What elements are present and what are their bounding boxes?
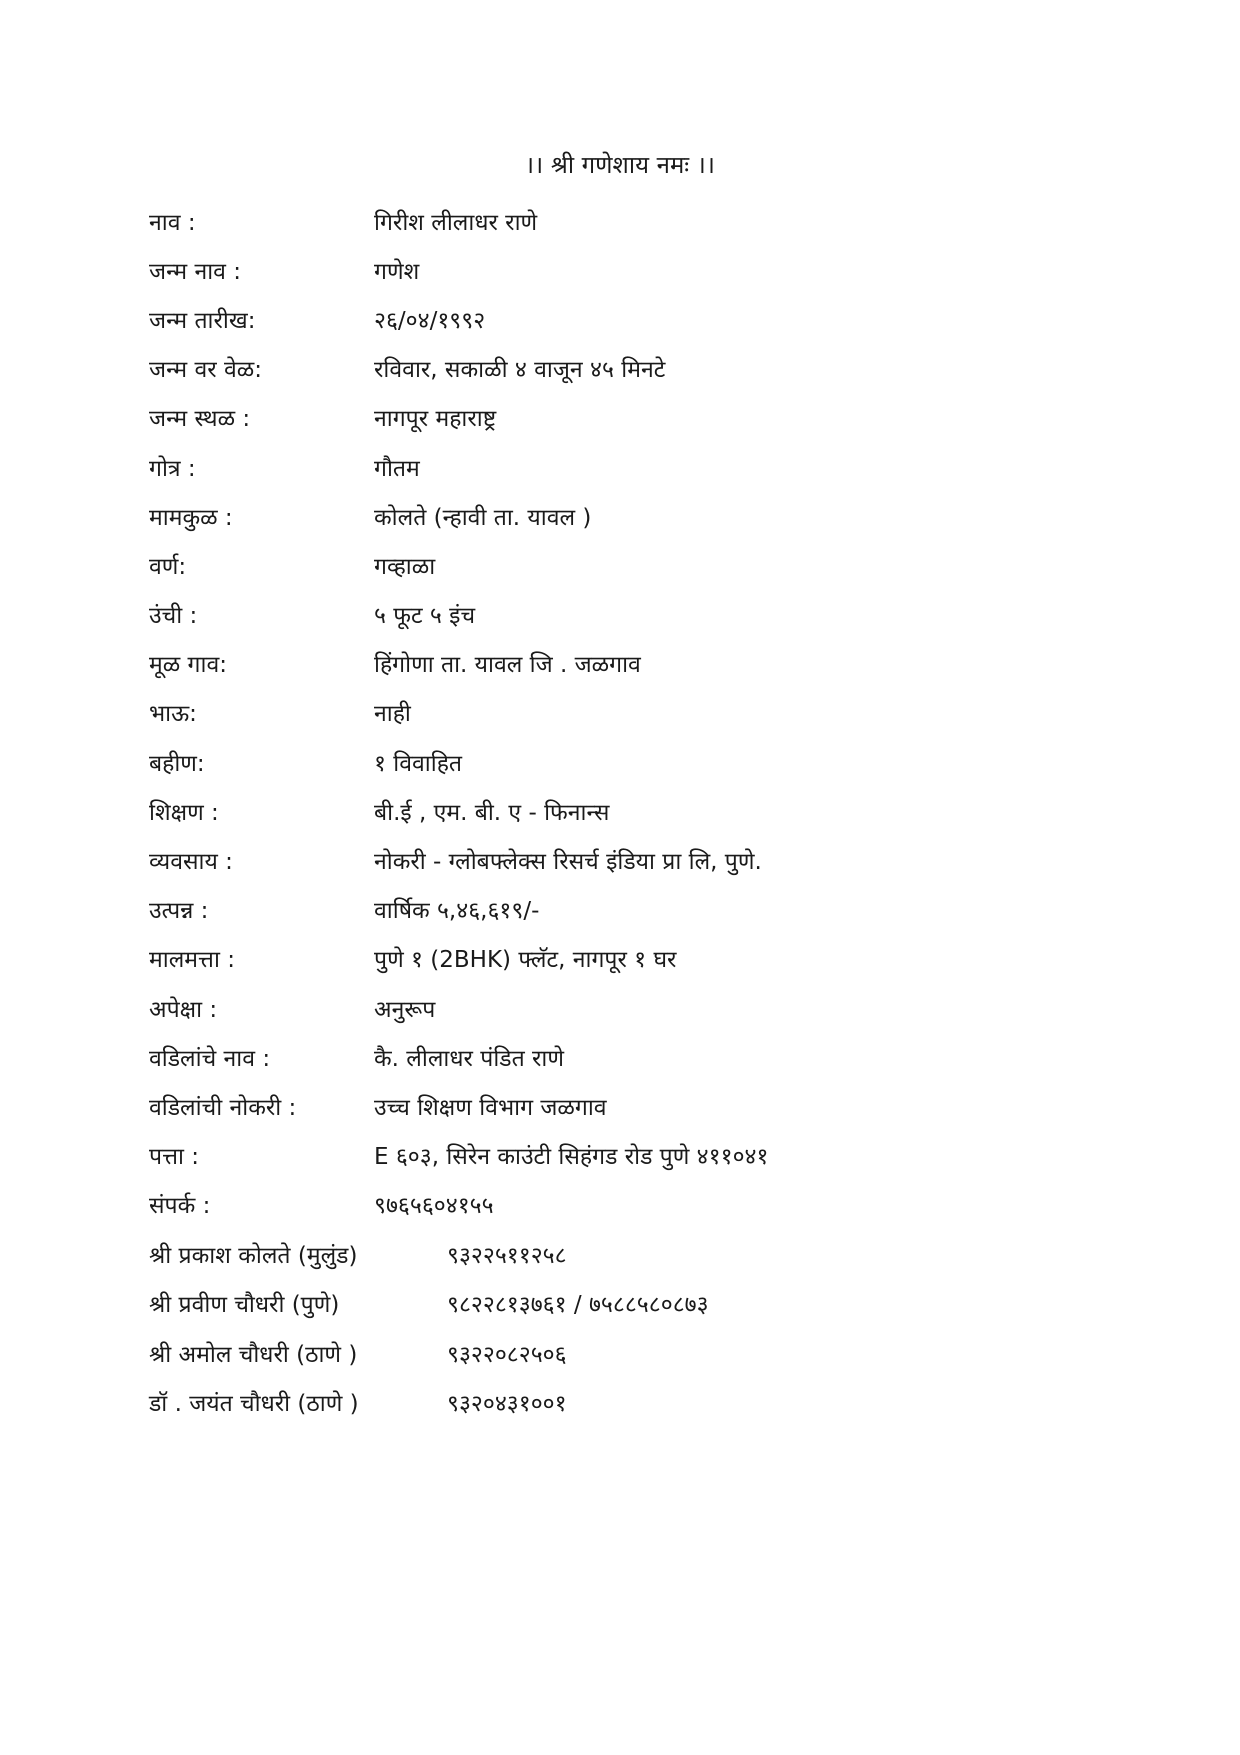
field-label: पत्ता : <box>149 1144 199 1171</box>
field-row <box>149 294 1149 343</box>
field-label: मामकुळ : <box>149 504 233 531</box>
field-value: कै. लीलाधर पंडित राणे <box>374 1045 564 1072</box>
field-value: बी.ई , एम. बी. ए - फिनान्स <box>374 799 610 826</box>
field-row <box>149 688 1149 737</box>
field-row <box>149 1180 1149 1229</box>
contact-phone: ९३२२५११२५८ <box>447 1242 567 1269</box>
field-value: वार्षिक ५,४६,६१९/- <box>374 898 540 925</box>
contact-phone: ९८२२८१३७६१ / ७५८८५८०८७३ <box>447 1292 709 1319</box>
field-label: जन्म वर वेळ: <box>149 357 262 384</box>
field-label: संपर्क : <box>149 1193 211 1220</box>
field-label: जन्म तारीख: <box>149 307 256 334</box>
contact-phone: ९३२२०८२५०६ <box>447 1341 567 1368</box>
contact-name: डॉ . जयंत चौधरी (ठाणे ) <box>149 1391 359 1418</box>
field-label: वर्ण: <box>149 553 187 580</box>
field-value: कोलते (न्हावी ता. यावल ) <box>374 504 592 531</box>
field-row <box>149 1081 1149 1130</box>
field-row <box>149 344 1149 393</box>
field-row <box>149 885 1149 934</box>
field-value: रविवार, सकाळी ४ वाजून ४५ मिनटे <box>374 357 666 384</box>
field-row <box>149 934 1149 983</box>
contact-row <box>149 1328 1149 1378</box>
field-value: अनुरूप <box>374 996 436 1023</box>
field-label: शिक्षण : <box>149 799 219 826</box>
field-row <box>149 1032 1149 1081</box>
field-value: नागपूर महाराष्ट्र <box>374 406 497 433</box>
field-label: नाव : <box>149 209 196 236</box>
field-value: ९७६५६०४१५५ <box>374 1193 494 1220</box>
field-row <box>149 590 1149 639</box>
field-row <box>149 442 1149 491</box>
field-row <box>149 393 1149 442</box>
contact-row <box>149 1279 1149 1329</box>
field-value: हिंगोणा ता. यावल जि . जळगाव <box>374 652 641 679</box>
field-row <box>149 639 1149 688</box>
field-row <box>149 245 1149 294</box>
field-value: उच्च शिक्षण विभाग जळगाव <box>374 1094 607 1121</box>
contact-name: श्री अमोल चौधरी (ठाणे ) <box>149 1341 358 1368</box>
field-value: गव्हाळा <box>374 553 436 580</box>
field-value: गौतम <box>374 455 420 482</box>
field-value: नोकरी - ग्लोबफ्लेक्स रिसर्च इंडिया प्रा लि, पुणे. <box>374 849 762 876</box>
contact-name: श्री प्रकाश कोलते (मुलुंड) <box>149 1242 358 1269</box>
field-row <box>149 1131 1149 1180</box>
field-label: अपेक्षा : <box>149 996 218 1023</box>
field-label: जन्म स्थळ : <box>149 406 251 433</box>
contact-list <box>149 1229 1149 1427</box>
field-label: व्यवसाय : <box>149 849 233 876</box>
field-label: भाऊ: <box>149 701 197 728</box>
contact-phone: ९३२०४३१००१ <box>447 1391 567 1418</box>
field-value: १ विवाहित <box>374 750 463 777</box>
field-value: E ६०३, सिरेन काउंटी सिहंगड रोड पुणे ४११०४१ <box>374 1144 769 1171</box>
field-label: मालमत्ता : <box>149 947 235 974</box>
field-label: जन्म नाव : <box>149 258 242 285</box>
field-label: वडिलांचे नाव : <box>149 1045 271 1072</box>
contact-name: श्री प्रवीण चौधरी (पुणे) <box>149 1292 340 1319</box>
biodata-fields <box>149 196 1149 1229</box>
invocation-heading: ।। श्री गणेशाय नमः ।। <box>525 151 715 179</box>
field-value: नाही <box>374 701 411 728</box>
field-label: उत्पन्न : <box>149 898 209 925</box>
field-label: वडिलांची नोकरी : <box>149 1094 297 1121</box>
contact-row <box>149 1229 1149 1279</box>
field-row <box>149 835 1149 884</box>
field-row <box>149 786 1149 835</box>
field-value: गणेश <box>374 258 420 285</box>
field-row <box>149 983 1149 1032</box>
field-row <box>149 196 1149 245</box>
field-label: मूळ गाव: <box>149 652 227 679</box>
field-value: ५ फूट ५ इंच <box>374 603 476 630</box>
field-value: पुणे १ (2BHK) फ्लॅट, नागपूर १ घर <box>374 947 677 974</box>
field-row <box>149 491 1149 540</box>
contact-row <box>149 1378 1149 1428</box>
field-label: बहीण: <box>149 750 205 777</box>
field-label: उंची : <box>149 603 198 630</box>
field-row <box>149 540 1149 589</box>
field-row <box>149 737 1149 786</box>
field-value: गिरीश लीलाधर राणे <box>374 209 538 236</box>
field-label: गोत्र : <box>149 455 196 482</box>
field-value: २६/०४/१९९२ <box>374 307 486 334</box>
